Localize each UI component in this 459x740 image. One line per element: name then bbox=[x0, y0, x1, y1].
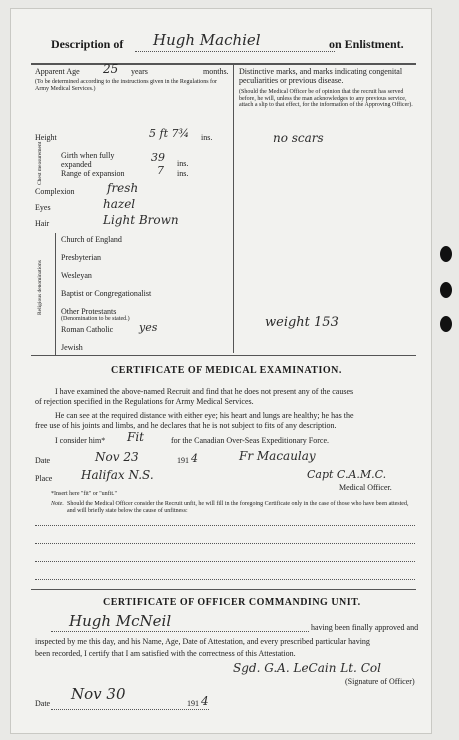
eyes-label: Eyes bbox=[35, 203, 51, 212]
officer-date-value: Nov 30 bbox=[71, 685, 126, 703]
medical-year-prefix: 191 bbox=[177, 456, 189, 465]
binder-hole bbox=[440, 282, 452, 298]
medical-officer-label: Medical Officer. bbox=[339, 483, 392, 492]
girth-unit: ins. bbox=[177, 159, 189, 168]
officer-signature-label: (Signature of Officer) bbox=[345, 677, 415, 686]
unfitness-line bbox=[35, 525, 415, 526]
weight-value: weight 153 bbox=[265, 315, 339, 330]
age-years-label: years bbox=[131, 67, 148, 76]
header-rule bbox=[31, 63, 416, 65]
column-divider bbox=[233, 65, 234, 353]
girth-label: Girth when fully expanded bbox=[61, 151, 115, 169]
officer-line-1: having been finally approved and bbox=[311, 623, 419, 632]
name-dotted-line bbox=[135, 51, 335, 52]
binder-hole bbox=[440, 316, 452, 332]
note-text: Should the Medical Officer consider the Recruit unfit, he will fill in the foregoing Certificate only in the case of those who have been attested, and will briefly state below the cause of unfitness: bbox=[67, 501, 409, 514]
medical-paragraph-1a: I have examined the above-named Recruit and find that he does not present any of the causes bbox=[55, 387, 354, 396]
medical-date-label: Date bbox=[35, 456, 51, 465]
fitness-value: Fit bbox=[127, 430, 144, 444]
religion-item: Roman Catholic bbox=[61, 325, 114, 334]
officer-year-prefix: 191 bbox=[187, 699, 199, 708]
unfitness-line bbox=[35, 561, 415, 562]
marks-note: (Should the Medical Officer be of opinion that the recruit has served before, he will, unless the man acknowledges to any previous service, attach a slip to that effect, for the information of the Approving Officer). bbox=[239, 89, 413, 108]
insert-note: *Insert here "fit" or "unfit." bbox=[51, 491, 117, 497]
complexion-value: fresh bbox=[107, 181, 139, 195]
age-label: Apparent Age bbox=[35, 67, 80, 76]
medical-heading: CERTIFICATE OF MEDICAL EXAMINATION. bbox=[111, 365, 342, 376]
officer-name-line bbox=[51, 631, 309, 632]
medical-officer-signature: Fr Macaulay bbox=[239, 449, 316, 463]
binder-hole bbox=[440, 246, 452, 262]
age-months-label: months. bbox=[203, 67, 229, 76]
note-label: Note. bbox=[51, 501, 64, 507]
height-unit: ins. bbox=[201, 133, 213, 142]
unfitness-line bbox=[35, 579, 415, 580]
officer-date-line bbox=[51, 709, 209, 710]
height-value: 5 ft 7¾ bbox=[149, 127, 190, 140]
religion-side-label: Religious denominations bbox=[37, 260, 43, 315]
officer-year-value: 4 bbox=[201, 694, 209, 708]
medical-date-value: Nov 23 bbox=[95, 450, 139, 464]
eyes-value: hazel bbox=[103, 197, 136, 211]
medical-officer-rank: Capt C.A.M.C. bbox=[307, 468, 387, 481]
religion-item: Baptist or Congregationalist bbox=[61, 289, 152, 298]
age-note: (To be determined according to the instructions given in the Regulations for Army Medical Services.) bbox=[35, 79, 218, 92]
section-rule bbox=[31, 355, 416, 356]
religion-item: Jewish bbox=[61, 343, 83, 352]
officer-heading: CERTIFICATE OF OFFICER COMMANDING UNIT. bbox=[103, 597, 361, 608]
recruit-name-handwritten: Hugh Machiel bbox=[153, 31, 261, 49]
chest-measurement-label: Chest measurement bbox=[37, 141, 43, 185]
officer-line-3: been recorded, I certify that I am satisfied with the correctness of this Attestation. bbox=[35, 649, 296, 658]
range-unit: ins. bbox=[177, 169, 189, 178]
consider-suffix: for the Canadian Over-Seas Expeditionary Force. bbox=[171, 436, 330, 445]
medical-place-value: Halifax N.S. bbox=[81, 468, 154, 482]
officer-line-2: inspected by me this day, and his Name, Age, Date of Attestation, and every prescribed particular having bbox=[35, 637, 370, 646]
medical-paragraph-2a: He can see at the required distance with either eye; his heart and lungs are healthy; he has the bbox=[55, 411, 354, 420]
medical-year-value: 4 bbox=[191, 452, 198, 465]
girth-value: 39 bbox=[151, 151, 165, 164]
title-prefix: Description of bbox=[51, 37, 124, 51]
officer-recruit-name: Hugh McNeil bbox=[69, 612, 172, 630]
height-label: Height bbox=[35, 133, 57, 142]
medical-place-label: Place bbox=[35, 474, 53, 483]
officer-signature: Sgd. G.A. LeCain Lt. Col bbox=[233, 661, 381, 675]
section-rule bbox=[31, 589, 416, 590]
hair-value: Light Brown bbox=[103, 213, 179, 227]
age-value: 25 bbox=[103, 62, 119, 76]
unfitness-line bbox=[35, 543, 415, 544]
medical-paragraph-2b: free use of his joints and limbs, and he declares that he is not subject to fits of any description. bbox=[35, 421, 337, 430]
religion-item: Wesleyan bbox=[61, 271, 92, 280]
consider-prefix: I consider him* bbox=[55, 436, 106, 445]
religion-item: Other Protestants bbox=[61, 307, 117, 316]
hair-label: Hair bbox=[35, 219, 50, 228]
attestation-page bbox=[10, 8, 432, 734]
religion-bracket bbox=[55, 233, 56, 355]
religion-item: Presbyterian bbox=[61, 253, 101, 262]
range-label: Range of expansion bbox=[61, 169, 125, 178]
marks-value: no scars bbox=[273, 131, 324, 145]
title-suffix: on Enlistment. bbox=[329, 37, 404, 51]
religion-other-note: (Denomination to be stated.) bbox=[61, 316, 130, 322]
complexion-label: Complexion bbox=[35, 187, 75, 196]
religion-rc-mark: yes bbox=[139, 321, 158, 334]
range-value: 7 bbox=[157, 164, 164, 177]
medical-paragraph-1b: of rejection specified in the Regulations for Army Medical Services. bbox=[35, 397, 254, 406]
marks-label: Distinctive marks, and marks indicating congenital peculiarities or previous disease. bbox=[239, 67, 403, 85]
officer-date-label: Date bbox=[35, 699, 51, 708]
religion-item: Church of England bbox=[61, 235, 122, 244]
